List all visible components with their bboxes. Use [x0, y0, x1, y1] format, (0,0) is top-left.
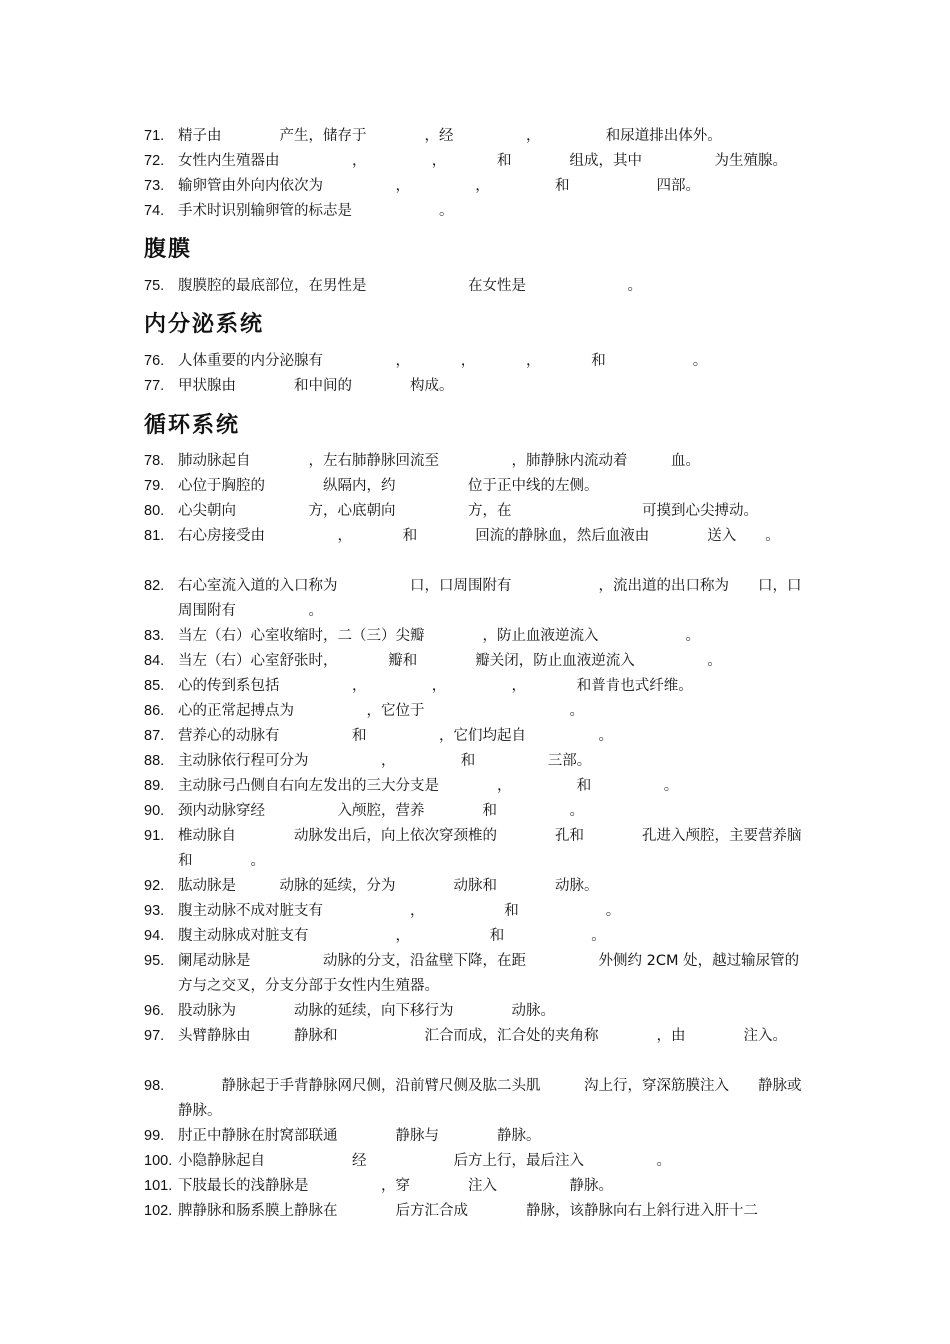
question-text: 甲状腺由 和中间的 构成。 — [178, 378, 454, 394]
section-heading-circulatory: 循环系统 — [144, 412, 241, 438]
question-number: 73. — [144, 178, 165, 194]
question-number: 84. — [144, 653, 165, 669]
question-93 — [144, 899, 809, 924]
question-73 — [144, 174, 809, 199]
question-75 — [144, 274, 809, 299]
question-text: 脾静脉和肠系膜上静脉在 后方汇合成 静脉，该静脉向右上斜行进入肝十二 — [178, 1203, 758, 1219]
question-text: 当左（右）心室舒张时， 瓣和 瓣关闭，防止血液逆流入 。 — [178, 653, 722, 669]
question-text: 精子由 产生，储存于 ，经 ， 和尿道排出体外。 — [178, 128, 722, 144]
question-76 — [144, 349, 809, 374]
question-78 — [144, 449, 809, 474]
question-number: 95. — [144, 953, 165, 969]
question-number: 87. — [144, 728, 165, 744]
question-text: 手术时识别输卵管的标志是 。 — [178, 203, 454, 219]
question-89 — [144, 774, 809, 799]
question-94 — [144, 924, 809, 949]
question-79 — [144, 474, 809, 499]
question-85 — [144, 674, 809, 699]
question-72 — [144, 149, 809, 174]
question-number: 89. — [144, 778, 165, 794]
question-text: 肘正中静脉在肘窝部联通 静脉与 静脉。 — [178, 1128, 541, 1144]
question-text: 肺动脉起自 ，左右肺静脉回流至 ，肺静脉内流动着 血。 — [178, 453, 700, 469]
question-number: 85. — [144, 678, 165, 694]
question-81 — [144, 524, 809, 549]
question-number: 88. — [144, 753, 165, 769]
question-text: 主动脉弓凸侧自右向左发出的三大分支是 ， 和 。 — [178, 778, 679, 794]
question-text: 心尖朝向 方，心底朝向 方，在 可摸到心尖搏动。 — [178, 503, 758, 519]
question-96 — [144, 999, 809, 1024]
question-90 — [144, 799, 809, 824]
question-text: 颈内动脉穿经 入颅腔，营养 和 。 — [178, 803, 584, 819]
question-95 — [144, 949, 858, 999]
question-text: 腹主动脉成对脏支有 ， 和 。 — [178, 928, 606, 944]
question-text: 股动脉为 动脉的延续，向下移行为 动脉。 — [178, 1003, 555, 1019]
question-number: 72. — [144, 153, 165, 169]
question-74 — [144, 199, 809, 224]
question-text: 心的传到系包括 ， ， ， 和普肯也式纤维。 — [178, 678, 693, 694]
section-heading-peritoneum: 腹膜 — [144, 236, 193, 262]
question-text: 右心室流入道的入口称为 口，口周围附有 ，流出道的出口称为 口，口周围附有 。 — [178, 578, 802, 619]
question-number: 102. — [144, 1203, 173, 1219]
question-number: 100. — [144, 1153, 173, 1169]
question-number: 98. — [144, 1078, 165, 1094]
question-number: 92. — [144, 878, 165, 894]
question-87 — [144, 724, 809, 749]
question-text: 心位于胸腔的 纵隔内，约 位于正中线的左侧。 — [178, 478, 599, 494]
question-82 — [144, 574, 809, 624]
question-86 — [144, 699, 809, 724]
question-102 — [144, 1199, 809, 1224]
question-text: 营养心的动脉有 和 ，它们均起自 。 — [178, 728, 613, 744]
question-text: 女性内生殖器由 ， ， 和 组成，其中 为生殖腺。 — [178, 153, 787, 169]
question-number: 101. — [144, 1178, 173, 1194]
question-text: 右心房接受由 ， 和 回流的静脉血，然后血液由 送入 。 — [178, 528, 780, 544]
question-number: 76. — [144, 353, 165, 369]
section-heading-endocrine: 内分泌系统 — [144, 311, 265, 337]
question-text: 心的正常起搏点为 ，它位于 。 — [178, 703, 584, 719]
question-text: 头臂静脉由 静脉和 汇合而成，汇合处的夹角称 ，由 注入。 — [178, 1028, 787, 1044]
question-number: 96. — [144, 1003, 165, 1019]
question-text: 主动脉依行程可分为 ， 和 三部。 — [178, 753, 592, 769]
question-text: 椎动脉自 动脉发出后，向上依次穿颈椎的 孔和 孔进入颅腔，主要营养脑和 。 — [178, 828, 802, 869]
question-number: 74. — [144, 203, 165, 219]
question-text: 腹主动脉不成对脏支有 ， 和 。 — [178, 903, 621, 919]
question-98 — [144, 1074, 860, 1124]
question-88 — [144, 749, 809, 774]
question-71 — [144, 124, 809, 149]
question-number: 97. — [144, 1028, 165, 1044]
question-number: 79. — [144, 478, 165, 494]
question-text: 静脉起于手背静脉网尺侧，沿前臂尺侧及肱二头肌 沟上行，穿深筋膜注入 静脉或 静脉。 — [178, 1078, 860, 1119]
question-84 — [144, 649, 809, 674]
question-97 — [144, 1024, 809, 1049]
question-101 — [144, 1174, 809, 1199]
question-text: 阑尾动脉是 动脉的分支，沿盆壁下降，在距 外侧约 2CM 处，越过输尿管的 方与之交叉，分支分部于女性内生殖器。 — [178, 953, 858, 994]
question-number: 82. — [144, 578, 165, 594]
question-text: 小隐静脉起自 经 后方上行，最后注入 。 — [178, 1153, 671, 1169]
question-number: 80. — [144, 503, 165, 519]
question-number: 91. — [144, 828, 165, 844]
question-83 — [144, 624, 809, 649]
question-99 — [144, 1124, 809, 1149]
question-91 — [144, 824, 809, 874]
question-number: 71. — [144, 128, 165, 144]
question-number: 93. — [144, 903, 165, 919]
question-text: 腹膜腔的最底部位，在男性是 在女性是 。 — [178, 278, 642, 294]
question-number: 75. — [144, 278, 165, 294]
question-text: 肱动脉是 动脉的延续，分为 动脉和 动脉。 — [178, 878, 599, 894]
question-number: 99. — [144, 1128, 165, 1144]
question-number: 81. — [144, 528, 165, 544]
question-number: 83. — [144, 628, 165, 644]
question-text: 输卵管由外向内依次为 ， ， 和 四部。 — [178, 178, 700, 194]
question-number: 77. — [144, 378, 165, 394]
question-number: 86. — [144, 703, 165, 719]
question-92 — [144, 874, 809, 899]
question-text: 下肢最长的浅静脉是 ，穿 注入 静脉。 — [178, 1178, 613, 1194]
question-text: 当左（右）心室收缩时，二（三）尖瓣 ，防止血液逆流入 。 — [178, 628, 700, 644]
question-77 — [144, 374, 809, 399]
question-80 — [144, 499, 809, 524]
question-number: 78. — [144, 453, 165, 469]
question-text: 人体重要的内分泌腺有 ， ， ， 和 。 — [178, 353, 708, 369]
question-number: 90. — [144, 803, 165, 819]
question-number: 94. — [144, 928, 165, 944]
question-100 — [144, 1149, 809, 1174]
